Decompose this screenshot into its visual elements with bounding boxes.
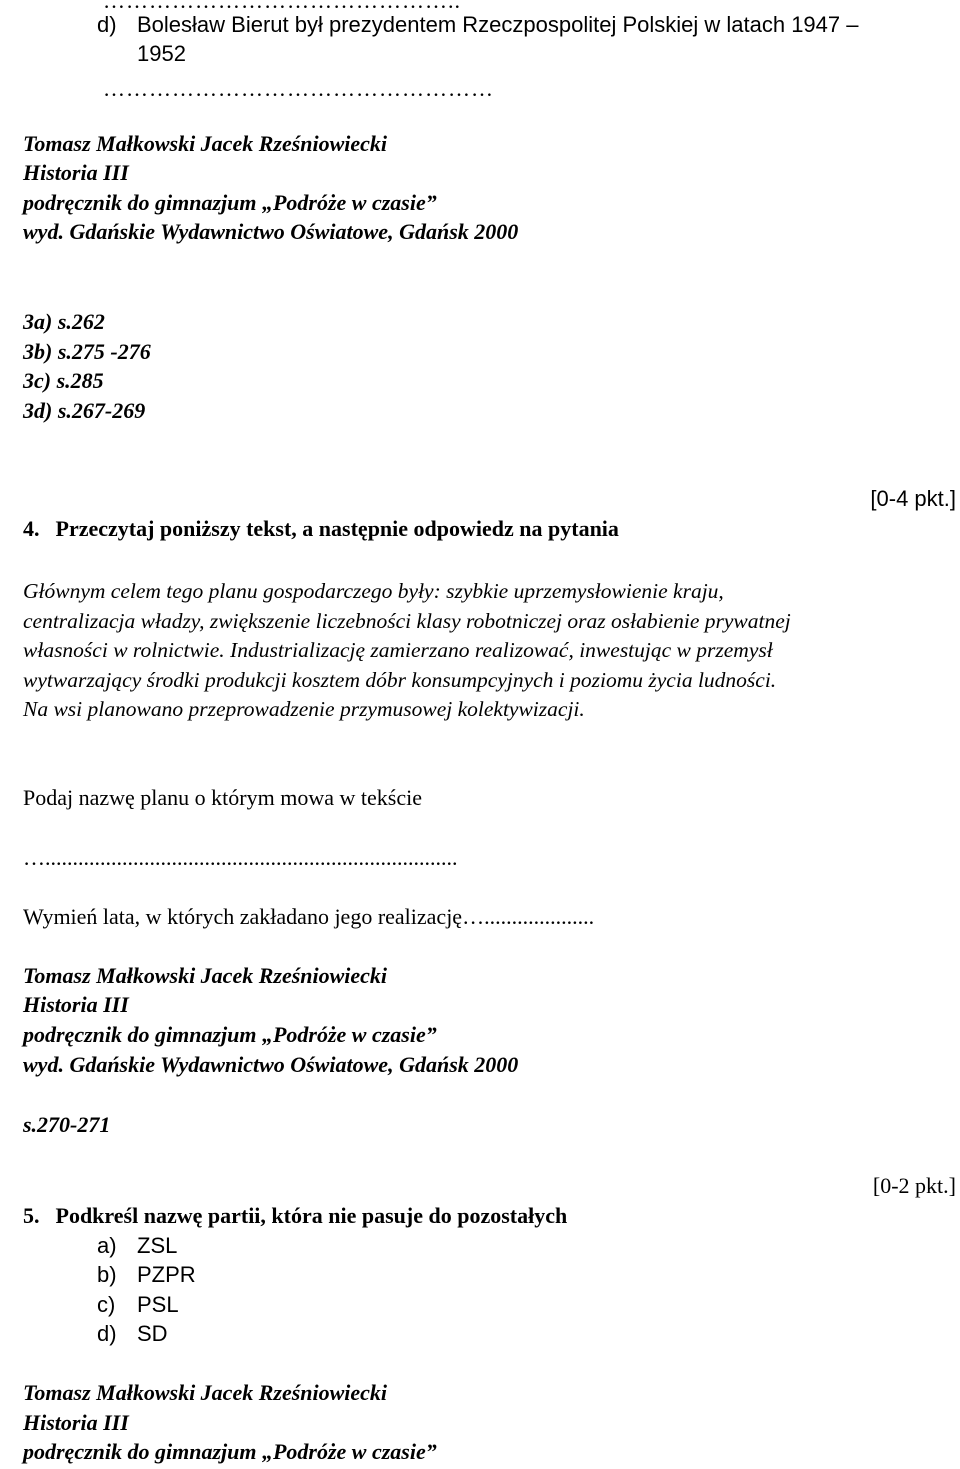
reference-authors: Tomasz Małkowski Jacek Rześniowiecki [23,131,388,156]
answer-line: …........................................................................... [23,845,458,870]
passage [23,577,960,725]
option-text: PSL [137,1292,179,1317]
question-title: Podkreśl nazwę partii, która nie pasuje do pozostałych [55,1203,568,1228]
reference-publisher: wyd. Gdańskie Wydawnictwo Oświatowe, Gdańsk 2000 [23,219,519,244]
question-prompt: Wymień lata, w których zakładano jego realizację….................... [23,904,595,929]
option-letter: a) [97,1233,117,1258]
option-b [97,1260,196,1289]
list-item-marker: d) [97,12,117,37]
list-item-text-continued: 1952 [137,41,186,66]
reference-book-title: Historia III [23,992,129,1017]
answer-3d: 3d) s.267-269 [23,398,146,423]
option-text: PZPR [137,1262,196,1287]
passage-line: własności w rolnictwie. Industrializację zamierzano realizować, inwestując w przemysł [23,638,773,662]
option-c [97,1290,179,1319]
reference-authors: Tomasz Małkowski Jacek Rześniowiecki [23,963,388,988]
dotted-line: ……………………………………….. [103,0,461,13]
passage-line: centralizacja władzy, zwiększenie liczebności klasy robotniczej oraz osłabienie prywatnej [23,608,791,633]
reference-pages: s.270-271 [23,1112,111,1137]
reference-book-title: Historia III [23,1410,129,1435]
reference-book-title: Historia III [23,160,129,185]
passage-line: wytwarzający środki produkcji kosztem dóbr konsumpcyjnych i poziomu życia ludności. [23,667,777,692]
list-item-text: Bolesław Bierut był prezydentem Rzeczpospolitej Polskiej w latach 1947 – [137,12,859,37]
passage-line: Głównym celem tego planu gospodarczego były: szybkie uprzemysłowienie kraju, [23,579,724,603]
option-text: SD [137,1321,168,1346]
option-letter: b) [97,1262,117,1287]
reference-subtitle: podręcznik do gimnazjum „Podróże w czasie” [23,1439,437,1464]
answer-3b: 3b) s.275 -276 [23,339,151,364]
answer-3a: 3a) s.262 [23,309,105,334]
points-badge: [0-4 pkt.] [870,486,956,511]
option-a [97,1231,177,1260]
list-item-d [97,10,858,39]
question-heading [23,1201,567,1230]
passage-line: Na wsi planowano przeprowadzenie przymusowej kolektywizacji. [23,697,585,721]
question-number: 4. [23,516,40,541]
reference-subtitle: podręcznik do gimnazjum „Podróże w czasie” [23,1022,437,1047]
question-heading [23,514,619,543]
reference-publisher: wyd. Gdańskie Wydawnictwo Oświatowe, Gdańsk 2000 [23,1052,519,1077]
points-badge: [0-2 pkt.] [872,1173,956,1198]
option-letter: d) [97,1321,117,1346]
option-letter: c) [97,1292,116,1317]
question-title: Przeczytaj poniższy tekst, a następnie odpowiedz na pytania [55,516,619,541]
reference-authors: Tomasz Małkowski Jacek Rześniowiecki [23,1380,388,1405]
reference-subtitle: podręcznik do gimnazjum „Podróże w czasie” [23,190,437,215]
option-text: ZSL [137,1233,178,1258]
dotted-answer-line: …………………………………………… [103,76,494,101]
question-number: 5. [23,1203,40,1228]
option-d [97,1319,168,1348]
answer-3c: 3c) s.285 [23,368,104,393]
question-prompt: Podaj nazwę planu o którym mowa w tekście [23,785,422,810]
